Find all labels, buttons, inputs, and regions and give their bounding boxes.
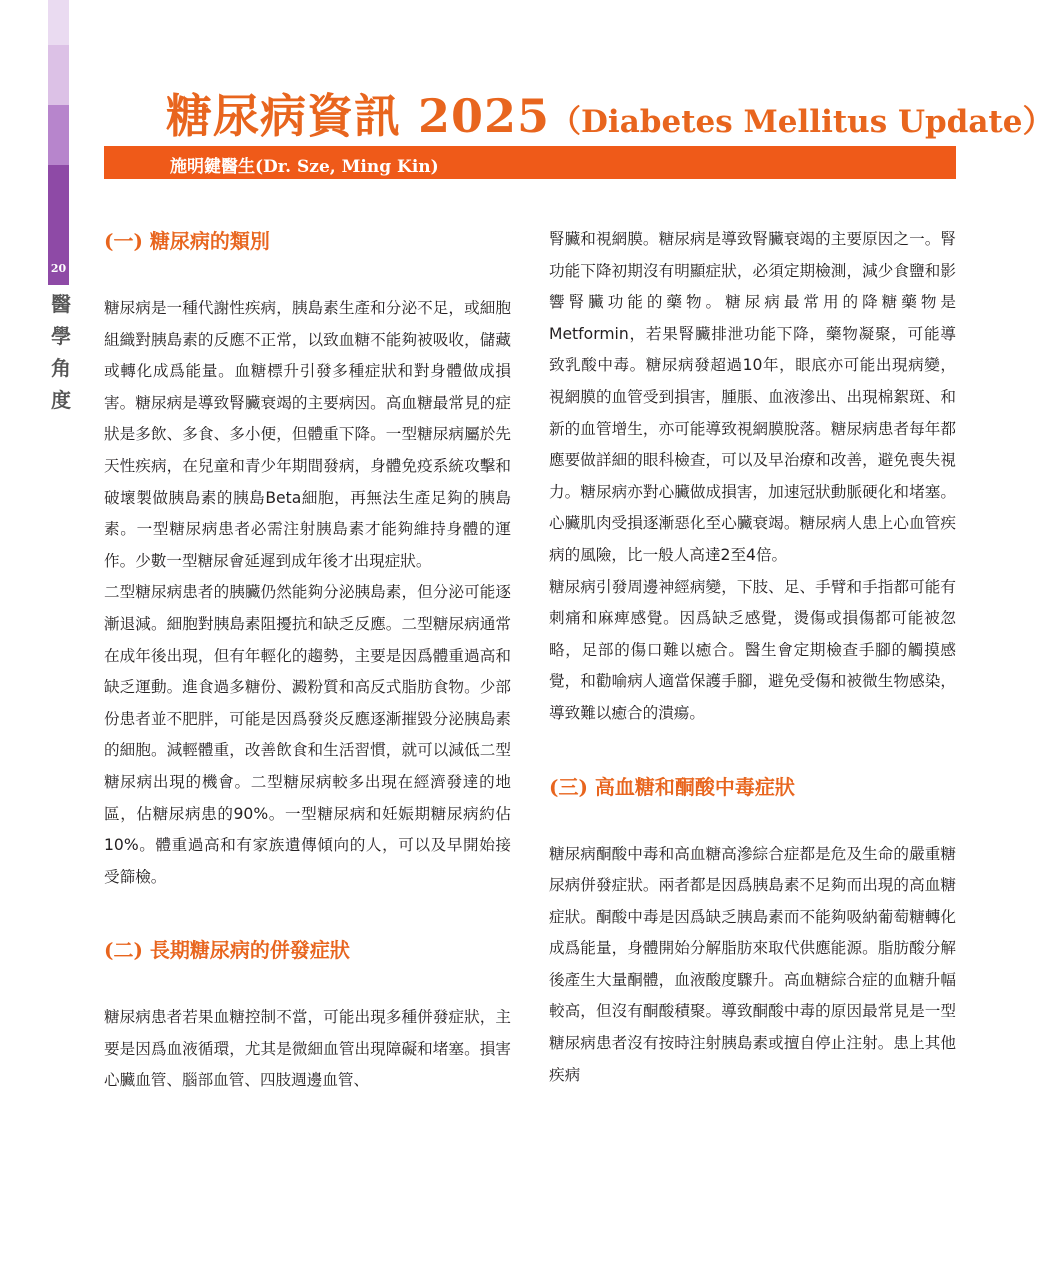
section-1-heading: (一) 糖尿病的類別 (104, 229, 270, 253)
section-3-heading: (三) 高血糖和酮酸中毒症狀 (549, 774, 795, 799)
left-column (104, 224, 511, 1097)
section-label-char: 度 (51, 388, 71, 412)
section-label-char: 角 (51, 356, 71, 380)
author-name: 施明鍵醫生(Dr. Sze, Ming Kin) (170, 157, 439, 177)
section-2-heading: (二) 長期糖尿病的併發症狀 (104, 938, 350, 963)
page-number: 20 (50, 262, 67, 275)
strip-segment-2 (48, 45, 69, 105)
title-english: （Diabetes Mellitus Update） (550, 104, 1053, 140)
section-2-paragraph-2: 糖尿病引發周邊神經病變，下肢、足、手臂和手指都可能有刺痛和麻痺感覺。因爲缺乏感覺，燙傷或損傷都可能被忽略，足部的傷口難以癒合。醫生會定期檢查手腳的觸摸感覺，和勸喻病人適當保護手腳，避免受傷和被微生物感染，導致難以癒合的潰瘍。 (549, 577, 956, 722)
section-label-char: 醫 (51, 292, 71, 316)
article-title (166, 80, 1053, 146)
section-label (49, 288, 73, 416)
section-1-paragraph-1: 糖尿病是一種代謝性疾病，胰島素生產和分泌不足，或細胞組織對胰島素的反應不正常，以致血糖不能夠被吸收，儲藏或轉化成爲能量。血糖標升引發多種症狀和對身體做成損害。糖尿病是導致腎臟衰竭的主要病因。高血糖最常見的症狀是多飲、多食、多小便，但體重下降。一型糖尿病屬於先天性疾病，在兒童和青少年期間發病，身體免疫系統攻擊和破壞製做胰島素的胰島Beta細胞，再無法生產足夠的胰島素。一型糖尿病患者必需注射胰島素才能夠維持身體的運作。少數一型糖尿會延遲到成年後才出現症狀。 (104, 299, 511, 570)
strip-segment-1 (48, 0, 69, 45)
right-column (549, 224, 956, 1091)
section-3-paragraph-1: 糖尿病酮酸中毒和高血糖高滲綜合症都是危及生命的嚴重糖尿病併發症狀。兩者都是因爲胰島素不足夠而出現的高血糖症狀。酮酸中毒是因爲缺乏胰島素而不能夠吸納葡萄糖轉化成爲能量，身體開始分解脂肪來取代供應能源。脂肪酸分解後產生大量酮體，血液酸度驟升。高血糖綜合症的血糖升幅較高，但沒有酮酸積聚。導致酮酸中毒的原因最常見是一型糖尿病患者沒有按時注射胰島素或擅自停止注射。患上其他疾病 (549, 844, 956, 1084)
section-label-char: 學 (51, 324, 71, 348)
strip-segment-3 (48, 105, 69, 165)
section-2-paragraph-1: 糖尿病患者若果血糖控制不當，可能出現多種併發症狀，主要是因爲血液循環，尤其是微細血管出現障礙和堵塞。損害心臟血管、腦部血管、四肢週邊血管、 (104, 1008, 511, 1090)
section-1-paragraph-2: 二型糖尿病患者的胰臟仍然能夠分泌胰島素，但分泌可能逐漸退減。細胞對胰島素阻擾抗和缺乏反應。二型糖尿病通常在成年後出現，但有年輕化的趨勢，主要是因爲體重過高和缺乏運動。進食過多糖份、澱粉質和高反式脂肪食物。少部份患者並不肥胖，可能是因爲發炎反應逐漸摧毀分泌胰島素的細胞。減輕體重，改善飲食和生活習慣，就可以減低二型糖尿病出現的機會。二型糖尿病較多出現在經濟發達的地區，佔糖尿病患的90%。一型糖尿病和妊娠期糖尿病約佔10%。體重過高和有家族遺傳傾向的人，可以及早開始接受篩檢。 (104, 583, 511, 886)
title-chinese: 糖尿病資訊 2025 (166, 89, 551, 143)
section-2-paragraph-1-continued: 腎臟和視網膜。糖尿病是導致腎臟衰竭的主要原因之一。腎功能下降初期沒有明顯症狀，必須定期檢測，減少食鹽和影響腎臟功能的藥物。糖尿病最常用的降糖藥物是Metformin，若果腎臟排泄功能下降，藥物凝聚，可能導致乳酸中毒。糖尿病發超過10年，眼底亦可能出現病變，視網膜的血管受到損害，腫脹、血液滲出、出現棉絮斑、和新的血管增生，亦可能導致視網膜脫落。糖尿病患者每年都應要做詳細的眼科檢查，可以及早治療和改善，避免喪失視力。糖尿病亦對心臟做成損害，加速冠狀動脈硬化和堵塞。心臟肌肉受損逐漸惡化至心臟衰竭。糖尿病人患上心血管疾病的風險，比一般人高達2至4倍。 (549, 230, 956, 564)
